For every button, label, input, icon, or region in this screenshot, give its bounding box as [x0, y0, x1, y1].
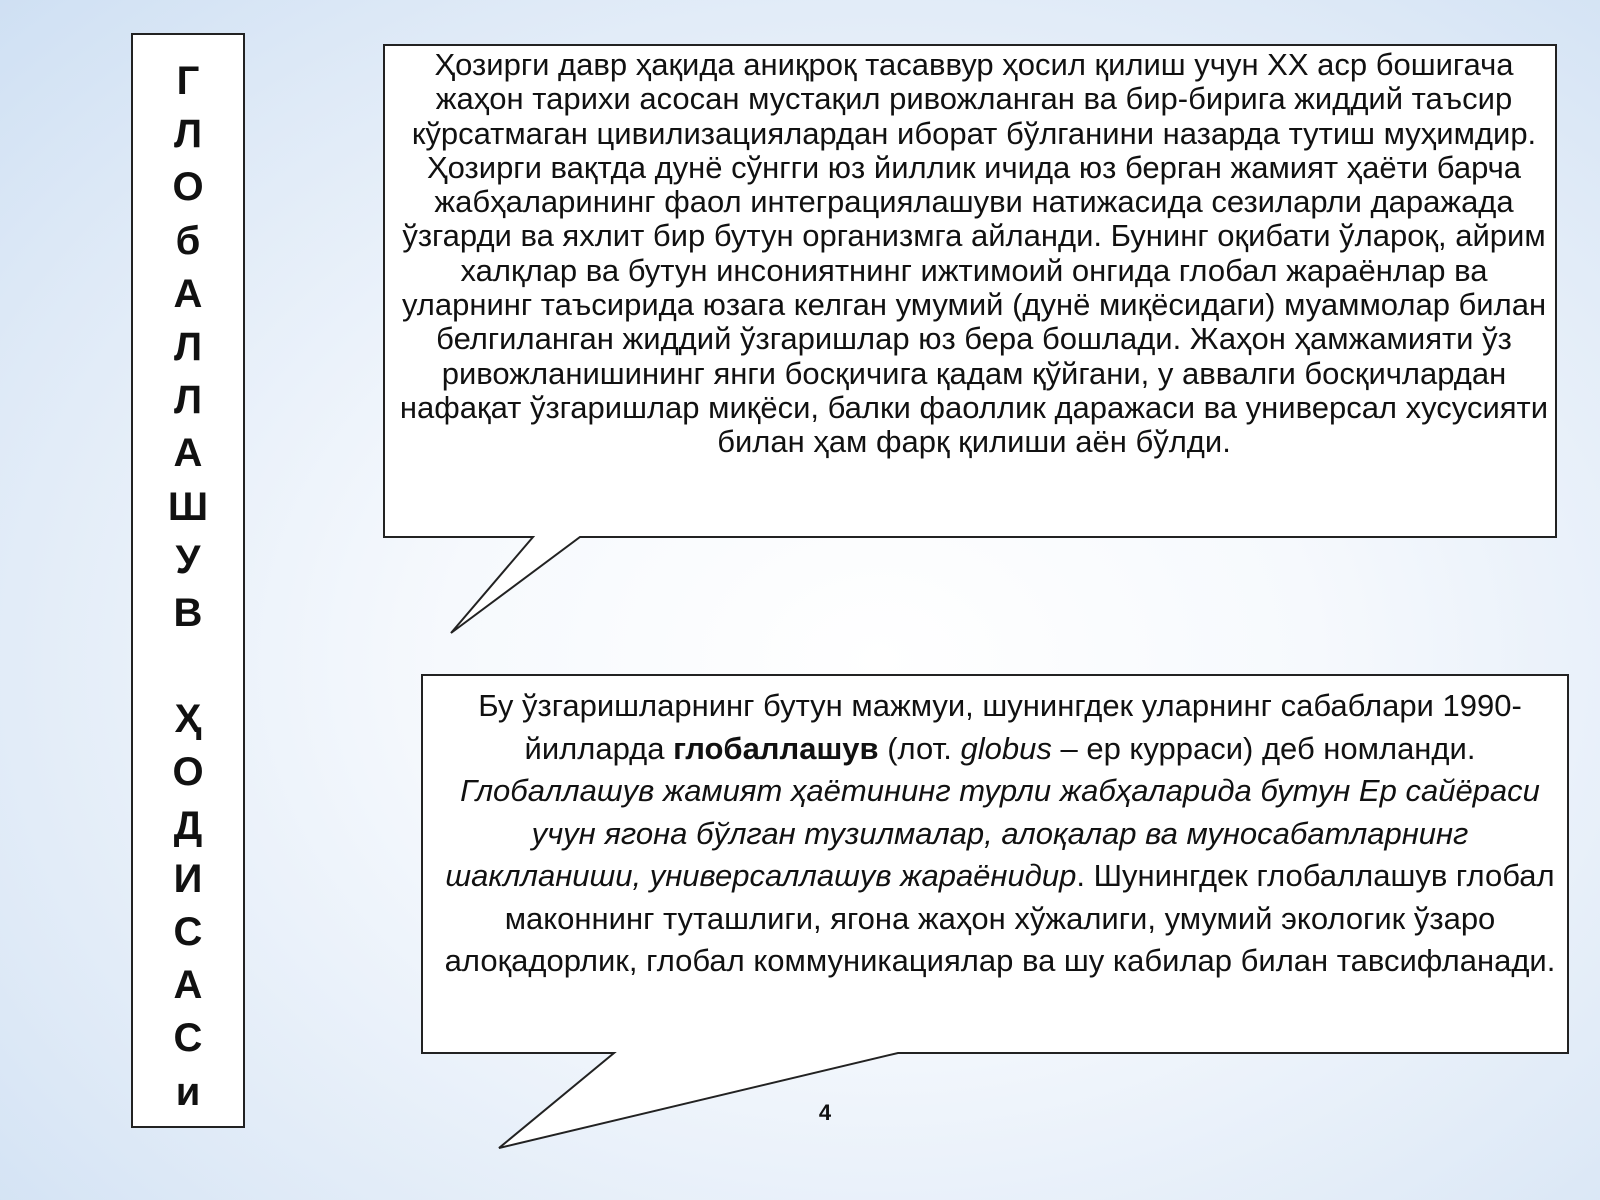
title-letter: и	[175, 1069, 201, 1114]
callout-2-definition: Глобаллашув жамият ҳаётининг турли жабҳаларида бутун Ер сайёраси учун ягона бўлган тузилмалар, алоқалар ва муносабатларнинг шаклланиши, универсаллашув жараёнидир	[445, 773, 1540, 893]
title-letter: Л	[173, 112, 203, 157]
title-letter: И	[173, 856, 203, 901]
title-letter: А	[173, 271, 203, 316]
callout-2-latin-word: globus	[960, 730, 1052, 766]
callout-2-part3: – ер курраси) деб номланди.	[1051, 730, 1476, 766]
title-letter: О	[172, 750, 204, 795]
page-number: 4	[818, 1100, 832, 1125]
callout-2-part2: (лот.	[878, 730, 961, 766]
title-letter: Д	[173, 803, 203, 848]
callout-2-term: глобаллашув	[673, 730, 879, 766]
callout-2-part4: . Шунингдек глобаллашув глобал маконнинг туташлиги, ягона жаҳон хўжалиги, умумий экологик ўзаро алоқадорлик, глобал коммуникациялар ва шу кабилар билан тавсифланади.	[444, 858, 1556, 978]
callout-1-text	[392, 48, 1556, 460]
title-letter: Ш	[167, 484, 209, 529]
title-letter: С	[173, 910, 203, 954]
title-letter: Ҳ	[174, 697, 202, 742]
title-letter: С	[173, 1016, 203, 1061]
title-letter: Л	[173, 378, 203, 423]
title-letter: б	[175, 218, 201, 263]
callout-2-part1: Бу ўзгаришларнинг бутун мажмуи, шунингдек уларнинг сабаблари 1990-йилларда	[478, 688, 1522, 766]
title-letter: А	[173, 963, 203, 1008]
title-letter: Г	[176, 59, 200, 103]
title-letter: В	[173, 590, 203, 635]
title-letter: У	[175, 537, 201, 582]
title-letter: О	[172, 165, 204, 210]
title-letter: А	[173, 431, 203, 476]
title-letter: Л	[173, 324, 203, 369]
callout-2-text	[430, 685, 1570, 983]
callout-1-paragraph: Ҳозирги давр ҳақида аниқроқ тасаввур ҳосил қилиш учун XX аср бошигача жаҳон тарихи асосан мустақил ривожланган ва бир-бирига жиддий таъсир кўрсатмаган цивилизациялардан иборат бўлганини назарда тутиш муҳимдир. Ҳозирги вақтда дунё сўнгги юз йиллик ичида юз берган жамият ҳаёти барча жабҳаларининг фаол интеграциялашуви натижасида сезиларли даражада ўзгарди ва яхлит бир бутун организмга айланди. Бунинг оқибати ўлароқ, айрим халқлар ва бутун инсониятнинг ижтимоий онгида глобал жараёнлар ва уларнинг таъсирида юзага келган умумий (дунё миқёсидаги) муаммолар билан белгиланган жиддий ўзгаришлар юз бера бошлади. Жаҳон ҳамжамияти ўз ривожланишининг янги босқичига қадам қўйгани, у аввалги босқичлардан нафақат ўзгаришлар миқёси, балки фаоллик даражаси ва универсал хусусияти билан ҳам фарқ қилиши аён бўлди.	[399, 47, 1549, 460]
